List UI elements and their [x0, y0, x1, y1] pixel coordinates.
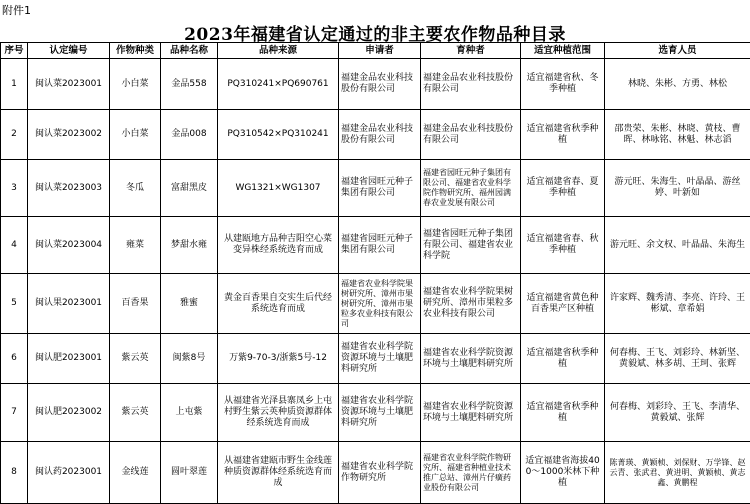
cell-variety: 上屯紫 — [161, 384, 218, 442]
cell-applicant: 福建省农业科学院资源环境与土壤肥料研究所 — [339, 334, 421, 384]
cell-variety: 富甜黑皮 — [161, 160, 218, 217]
cell-breeder: 福建省园旺元种子集团有限公司、福建省农业科学院 — [421, 217, 521, 274]
table-row — [1, 384, 750, 442]
cell-code: 闽认肥2023002 — [28, 384, 110, 442]
header-crop: 作物种类 — [110, 43, 161, 59]
cell-people: 邵贵荣、朱彬、林晓、黄枝、曹晖、林咏铭、林魁、林志滔 — [605, 110, 750, 160]
cell-crop: 紫云英 — [110, 384, 161, 442]
cell-crop: 冬瓜 — [110, 160, 161, 217]
cell-source: 从福建省建瓯市野生金线莲种质资源群体经系统选育而成 — [218, 442, 339, 504]
cell-range: 适宜福建省春、夏季种植 — [521, 160, 605, 217]
cell-source: PQ310241×PQ690761 — [218, 59, 339, 110]
header-source: 品种来源 — [218, 43, 339, 59]
cell-source: WG1321×WG1307 — [218, 160, 339, 217]
table-row — [1, 59, 750, 110]
table-row — [1, 274, 750, 334]
cell-code: 闽认果2023001 — [28, 274, 110, 334]
cell-code: 闽认菜2023004 — [28, 217, 110, 274]
cell-code: 闽认肥2023001 — [28, 334, 110, 384]
cell-no: 8 — [1, 442, 28, 504]
table-row — [1, 217, 750, 274]
cell-variety: 闽紫8号 — [161, 334, 218, 384]
cell-range: 适宜福建省秋季种植 — [521, 334, 605, 384]
cell-variety: 金品008 — [161, 110, 218, 160]
cell-applicant: 福建省农业科学院果树研究所、漳州市果树研究所、漳州市果粒多农业科技有限公司 — [339, 274, 421, 334]
cell-crop: 紫云英 — [110, 334, 161, 384]
cell-code: 闽认菜2023001 — [28, 59, 110, 110]
table-row — [1, 160, 750, 217]
cell-people: 许家辉、魏秀清、李亮、许玲、王彬斌、章希娟 — [605, 274, 750, 334]
document-title: 2023年福建省认定通过的非主要农作物品种目录 — [0, 20, 750, 45]
cell-no: 4 — [1, 217, 28, 274]
cell-source: 从福建省光泽县寨凤乡上屯村野生紫云英种质资源群体经系统选育而成 — [218, 384, 339, 442]
cell-no: 3 — [1, 160, 28, 217]
cell-breeder: 福建省园旺元种子集团有限公司、福建省农业科学院作物研究所、福州园满春农业发展有限公司 — [421, 160, 521, 217]
cell-no: 5 — [1, 274, 28, 334]
header-row — [1, 43, 750, 59]
header-applicant: 申请者 — [339, 43, 421, 59]
cell-breeder: 福建省农业科学院果树研究所、漳州市果粒多农业科技有限公司 — [421, 274, 521, 334]
header-people: 选育人员 — [605, 43, 750, 59]
cell-variety: 圆叶翠莲 — [161, 442, 218, 504]
cell-code: 闽认菜2023002 — [28, 110, 110, 160]
cell-no: 1 — [1, 59, 28, 110]
cell-code: 闽认药2023001 — [28, 442, 110, 504]
cell-applicant: 福建省农业科学院作物研究所 — [339, 442, 421, 504]
cell-code: 闽认菜2023003 — [28, 160, 110, 217]
cell-no: 7 — [1, 384, 28, 442]
attachment-label: 附件1 — [2, 2, 31, 18]
cell-variety: 金品558 — [161, 59, 218, 110]
table-row — [1, 442, 750, 504]
cell-source: 从建瓯地方品种吉阳空心菜变异株经系统选育而成 — [218, 217, 339, 274]
cell-range: 适宜福建省秋季种植 — [521, 384, 605, 442]
cell-crop: 小白菜 — [110, 110, 161, 160]
variety-table — [0, 42, 750, 504]
cell-crop: 金线莲 — [110, 442, 161, 504]
cell-applicant: 福建省园旺元种子集团有限公司 — [339, 160, 421, 217]
cell-breeder: 福建省农业科学院作物研究所、福建省种植业技术推广总站、漳州片仔癀药业股份有限公司 — [421, 442, 521, 504]
cell-people: 陈菁瑛、黄颖桢、刘保财、万学锋、赵云青、张武君、黄进明、黄颖桢、黄志鑫、黄鹏程 — [605, 442, 750, 504]
cell-variety: 梦甜水雍 — [161, 217, 218, 274]
cell-no: 6 — [1, 334, 28, 384]
cell-source: 万紫9-70-3/浙紫5号-12 — [218, 334, 339, 384]
cell-breeder: 福建省农业科学院资源环境与土壤肥料研究所 — [421, 334, 521, 384]
cell-people: 林晓、朱彬、方勇、林松 — [605, 59, 750, 110]
cell-breeder: 福建金品农业科技股份有限公司 — [421, 110, 521, 160]
cell-people: 何春梅、王飞、刘彩玲、林新坚、黄毅斌、林多胡、王珂、张辉 — [605, 334, 750, 384]
cell-source: PQ310542×PQ310241 — [218, 110, 339, 160]
cell-people: 游元旺、余文权、叶晶晶、朱海生 — [605, 217, 750, 274]
cell-applicant: 福建金品农业科技股份有限公司 — [339, 110, 421, 160]
cell-range: 适宜福建省黄色种百香果产区种植 — [521, 274, 605, 334]
cell-applicant: 福建金品农业科技股份有限公司 — [339, 59, 421, 110]
header-variety: 品种名称 — [161, 43, 218, 59]
table-row — [1, 334, 750, 384]
cell-crop: 百香果 — [110, 274, 161, 334]
cell-range: 适宜福建省海拔400～1000米林下种植 — [521, 442, 605, 504]
cell-crop: 雍菜 — [110, 217, 161, 274]
cell-range: 适宜福建省秋季种植 — [521, 110, 605, 160]
cell-source: 黄金百香果自交实生后代经系统选育而成 — [218, 274, 339, 334]
cell-range: 适宜福建省春、秋季种植 — [521, 217, 605, 274]
cell-breeder: 福建金品农业科技股份有限公司 — [421, 59, 521, 110]
cell-variety: 雅蜜 — [161, 274, 218, 334]
cell-no: 2 — [1, 110, 28, 160]
cell-people: 何春梅、刘彩玲、王飞、李清华、黄毅斌、张辉 — [605, 384, 750, 442]
header-breeder: 育种者 — [421, 43, 521, 59]
cell-applicant: 福建省农业科学院资源环境与土壤肥料研究所 — [339, 384, 421, 442]
cell-range: 适宜福建省秋、冬季种植 — [521, 59, 605, 110]
cell-applicant: 福建省园旺元种子集团有限公司 — [339, 217, 421, 274]
cell-crop: 小白菜 — [110, 59, 161, 110]
header-range: 适宜种植范围 — [521, 43, 605, 59]
cell-breeder: 福建省农业科学院资源环境与土壤肥料研究所 — [421, 384, 521, 442]
header-code: 认定编号 — [28, 43, 110, 59]
header-no: 序号 — [1, 43, 28, 59]
table-row — [1, 110, 750, 160]
cell-people: 游元旺、朱海生、叶晶晶、游丝婷、叶新如 — [605, 160, 750, 217]
